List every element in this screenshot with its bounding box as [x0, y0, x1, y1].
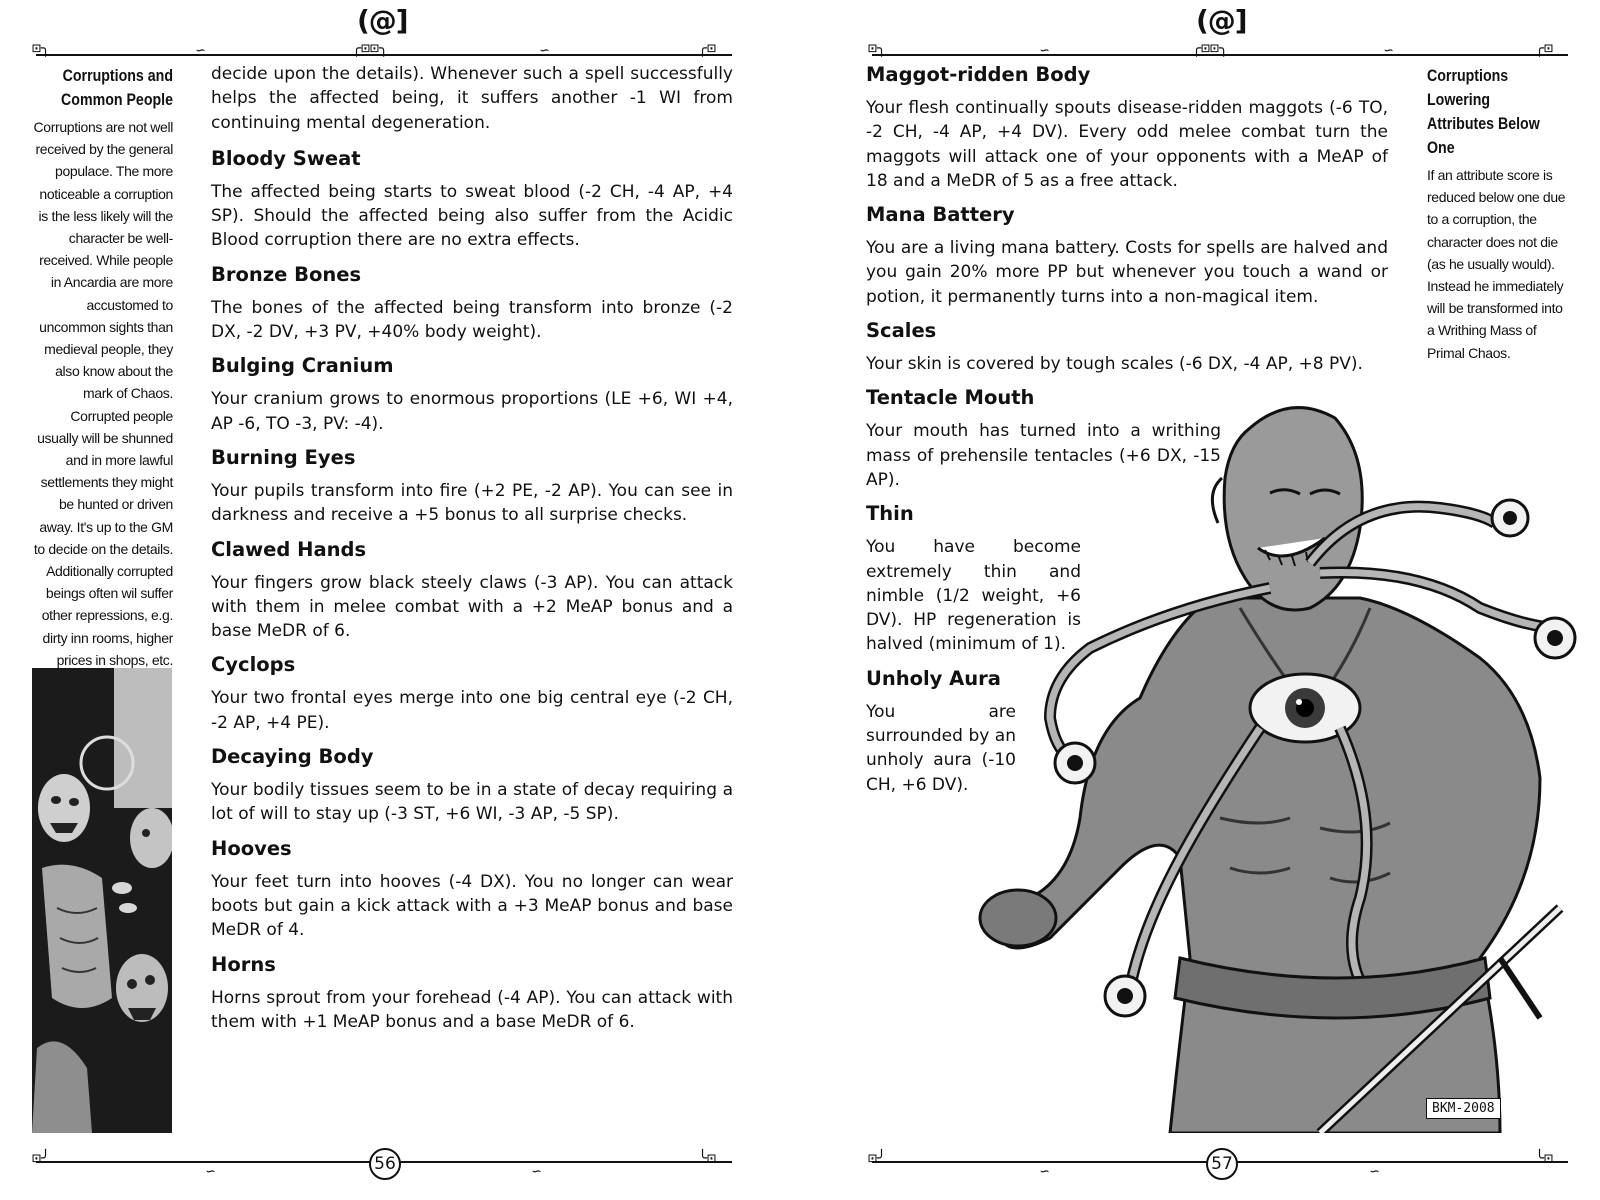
sidebar-text: If an attribute score is reduced below one due to a corruption, the character does not die (as he usually would). Instead he immediately will be transformed into a Writhing Mass of Primal Chaos. — [1427, 167, 1566, 361]
footer-ornament-right: ╰⊡ — [1535, 1149, 1554, 1167]
sidebar-note — [30, 64, 173, 671]
footer-ornament-mid-b: ∽ — [1370, 1162, 1380, 1180]
entry-horns — [211, 952, 733, 1035]
page-number: 57 — [1206, 1148, 1238, 1180]
entry-mana-battery — [866, 202, 1388, 309]
entry-text: You are surrounded by an unholy aura (-10 CH, +6 DV). — [866, 701, 1016, 795]
entry-title: Burning Eyes — [211, 445, 356, 469]
entry-hooves — [211, 836, 733, 943]
header-ornament-mid-a: ∽ — [196, 41, 206, 59]
right-page — [800, 0, 1600, 1200]
header-ornament-right: ╭⊡ — [698, 39, 717, 57]
entry-text: Horns sprout from your forehead (-4 AP). You can attack with them with +1 MeAP bonus and a base MeDR of 6. — [211, 987, 733, 1032]
entry-cyclops — [211, 652, 733, 735]
entry-text: Your feet turn into hooves (-4 DX). You no longer can wear boots but gain a kick attack with a +3 MeAP bonus and base MeDR of 4. — [211, 871, 733, 941]
entry-clawed-hands — [211, 537, 733, 644]
sidebar-note — [1427, 64, 1572, 364]
entry-burning-eyes — [211, 445, 733, 528]
entry-bronze-bones — [211, 262, 733, 345]
entry-bloody-sweat — [211, 146, 733, 253]
entry-text: Your pupils transform into fire (+2 PE, -2 AP). You can see in darkness and receive a +5 bonus to all surprise checks. — [211, 480, 733, 526]
entry-scales — [866, 318, 1388, 376]
entry-title: Bronze Bones — [211, 262, 362, 286]
entry-title: Decaying Body — [211, 745, 374, 769]
entry-text: You are a living mana battery. Costs for spells are halved and you gain 20% more PP but whenever you touch a wand or potion, it permanently turns into a non-magical item. — [866, 238, 1388, 307]
main-column — [211, 62, 733, 1043]
sidebar-title: Corruptions and Common People — [61, 67, 174, 109]
header-ornament-mid-b: ∽ — [1384, 41, 1394, 59]
header-ornament-center: ╭⊡⊡╮ — [1192, 39, 1229, 57]
illustration-signature: BKM-2008 — [1426, 1098, 1501, 1119]
entry-text: The bones of the affected being transform into bronze (-2 DX, -2 DV, +3 PV, +40% body weight). — [211, 297, 733, 343]
footer-ornament-left: ⊡╯ — [32, 1149, 51, 1167]
entry-text: Your flesh continually spouts disease-ridden maggots (-6 TO, -2 CH, -4 AP, +4 DV). Every odd melee combat turn the maggots will attack one of your opponents with a MeAP of 18 and a MeDR of 5 as a free attack. — [866, 98, 1388, 191]
entry-text: Your mouth has turned into a writhing mass of prehensile tentacles (+6 DX, -15 AP). — [866, 421, 1221, 490]
entry-title: Tentacle Mouth — [866, 386, 1035, 410]
entry-decaying-body — [211, 744, 733, 827]
entry-text: The affected being starts to sweat blood (-2 CH, -4 AP, +4 SP). Should the affected being also suffer from the Acidic Blood corruption there are no extra effects. — [211, 181, 733, 251]
entry-text: Your two frontal eyes merge into one big central eye (-2 CH, -2 AP, +4 PE). — [211, 688, 733, 733]
intro-text: decide upon the details). Whenever such a spell successfully helps the affected being, it suffers another -1 WI from continuing mental degeneration. — [211, 64, 733, 133]
entry-title: Bulging Cranium — [211, 354, 394, 378]
entry-text: Your skin is covered by tough scales (-6 DX, -4 AP, +8 PV). — [866, 354, 1363, 375]
entry-maggot-ridden-body — [866, 62, 1388, 193]
page-number: 56 — [369, 1148, 401, 1180]
entry-text: Your fingers grow black steely claws (-3 AP). You can attack with them in melee combat with a +2 MeAP bonus and a base MeDR of 6. — [211, 572, 733, 642]
header-ornament-center: ╭⊡⊡╮ — [352, 39, 389, 57]
sidebar-illustration — [32, 668, 172, 1133]
header-logo: (@] — [1196, 4, 1247, 37]
footer-ornament-mid-a: ∽ — [1040, 1162, 1050, 1180]
entry-title: Clawed Hands — [211, 537, 367, 561]
sidebar-title: Corruptions Lowering Attributes Below One — [1427, 67, 1540, 157]
entry-bulging-cranium — [211, 353, 733, 436]
sidebar-text: Corruptions are not well received by the general populace. The more noticeable a corruption is the less likely will the character be well-received. While people in Ancardia are more accustomed to uncommon sights than medieval people, they also know about the mark of Chaos. Corrupted people usually will be shunned and in more lawful settlements they might be hunted or driven away. It's up to the GM to decide on the details. Additionally corrupted beings often wil suffer other repressions, e.g. dirty inn rooms, higher prices in shops, etc. — [33, 119, 173, 668]
entry-title: Hooves — [211, 836, 292, 860]
entry-text: You have become extremely thin and nimble (1/2 weight, +6 DV). HP regeneration is halved (minimum of 1). — [866, 537, 1081, 655]
footer-ornament-right: ╰⊡ — [698, 1149, 717, 1167]
monster-illustration — [940, 398, 1580, 1133]
header-ornament-left: ⊡╮ — [868, 39, 887, 57]
entry-title: Bloody Sweat — [211, 146, 361, 170]
entry-title: Mana Battery — [866, 203, 1015, 227]
footer-ornament-left: ⊡╯ — [868, 1149, 887, 1167]
entry-title: Thin — [866, 502, 914, 526]
header-logo: (@] — [357, 4, 408, 37]
entry-title: Unholy Aura — [866, 666, 1001, 690]
entry-title: Horns — [211, 952, 276, 976]
footer-ornament-mid-a: ∽ — [206, 1162, 216, 1180]
header-ornament-mid-a: ∽ — [1040, 41, 1050, 59]
footer-ornament-mid-b: ∽ — [532, 1162, 542, 1180]
header-ornament-left: ⊡╮ — [32, 39, 51, 57]
entry-title: Cyclops — [211, 653, 296, 677]
entry-text: Your cranium grows to enormous proportions (LE +6, WI +4, AP -6, TO -3, PV: -4). — [211, 389, 733, 434]
entry-text: Your bodily tissues seem to be in a state of decay requiring a lot of will to stay up (-3 ST, +6 WI, -3 AP, -5 SP). — [211, 780, 733, 825]
entry-title: Maggot-ridden Body — [866, 63, 1091, 86]
entry-title: Scales — [866, 319, 937, 343]
header-ornament-mid-b: ∽ — [540, 41, 550, 59]
header-ornament-right: ╭⊡ — [1535, 39, 1554, 57]
